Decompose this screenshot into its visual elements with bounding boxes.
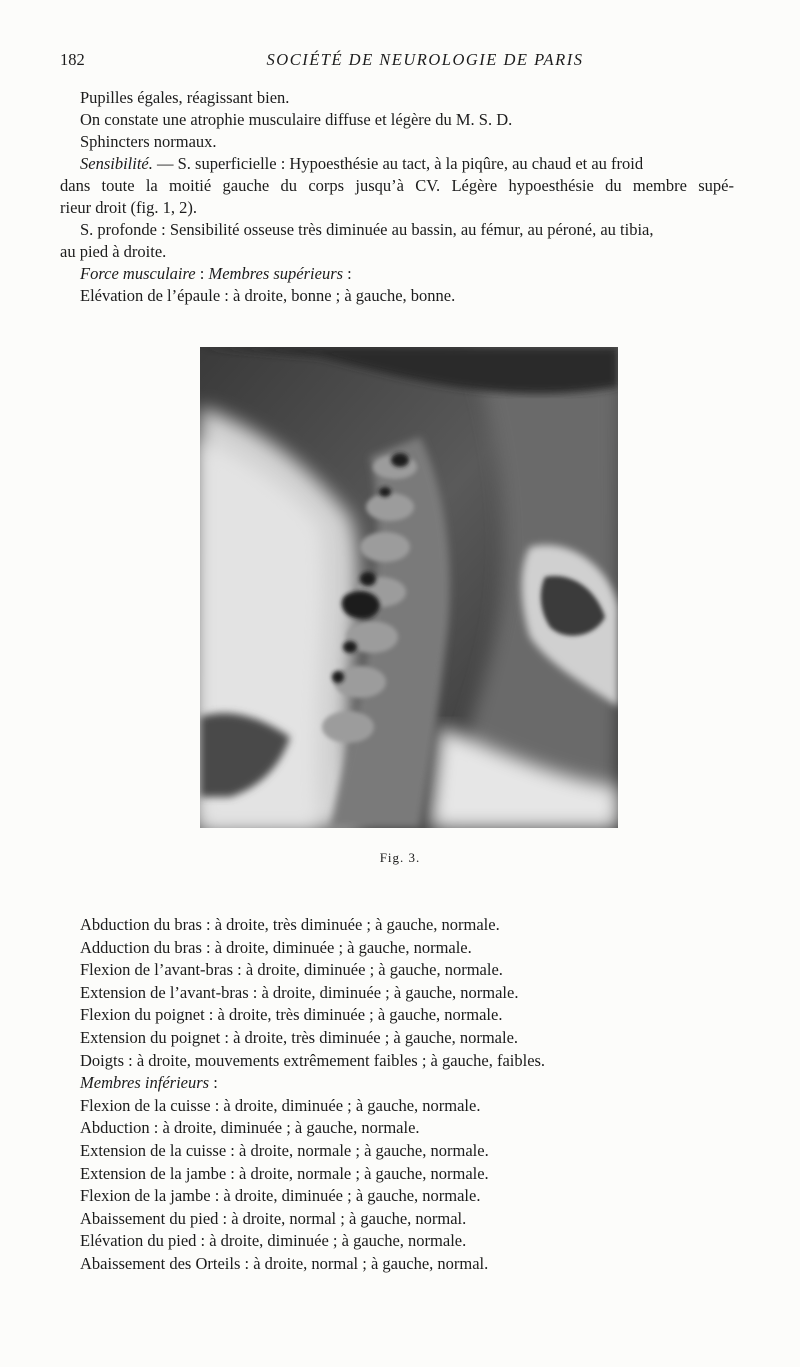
heading-tail: :: [209, 1073, 218, 1093]
text-line: dans toute la moitié gauche du corps jusqu’à CV. Légère hypoesthésie du membre supé-: [60, 176, 734, 195]
sensibilite-text: — S. superficielle : Hypoesthésie au tact, à la piqûre, au chaud et au froid: [152, 154, 644, 173]
text-line: Flexion du poignet : à droite, très diminuée ; à gauche, normale.: [80, 1005, 503, 1025]
text-line: Abduction : à droite, diminuée ; à gauche, normale.: [80, 1118, 420, 1138]
text-line: S. profonde : Sensibilité osseuse très diminuée au bassin, au fémur, au péroné, au tibia,: [80, 220, 654, 239]
text-line: rieur droit (fig. 1, 2).: [60, 198, 198, 217]
force-heading: [80, 263, 734, 285]
figure-caption: Fig. 3.: [379, 850, 421, 865]
bottom-text-block: [80, 914, 545, 1276]
text-line: Flexion de l’avant-bras : à droite, diminuée ; à gauche, normale.: [80, 960, 503, 980]
text-line: On constate une atrophie musculaire diffuse et légère du M. S. D.: [80, 110, 513, 129]
text-line: Extension de l’avant-bras : à droite, diminuée ; à gauche, normale.: [80, 982, 519, 1002]
xray-figure: [200, 347, 618, 828]
text-line: Abduction du bras : à droite, très diminuée ; à gauche, normale.: [80, 915, 500, 934]
membres-superieurs-label: Membres supérieurs: [208, 264, 344, 283]
text-line: Abaissement du pied : à droite, normal ; à gauche, normal.: [80, 1208, 467, 1228]
membres-inferieurs-label: Membres inférieurs: [80, 1073, 210, 1093]
text-line: Flexion de la jambe : à droite, diminuée ; à gauche, normale.: [80, 1186, 481, 1206]
xray-image: [200, 347, 618, 828]
force-tail: :: [343, 264, 352, 283]
text-line: Pupilles égales, réagissant bien.: [80, 88, 290, 107]
page-number: 182: [60, 50, 85, 69]
text-line: Extension de la cuisse : à droite, normale ; à gauche, normale.: [80, 1140, 489, 1160]
sensibilite-label: Sensibilité.: [80, 154, 153, 173]
force-label: Force musculaire: [80, 264, 196, 283]
text-line: au pied à droite.: [60, 242, 167, 261]
top-text-block: [60, 87, 734, 307]
text-line: Elévation du pied : à droite, diminuée ; à gauche, normale.: [80, 1231, 467, 1251]
text-line: Adduction du bras : à droite, diminuée ; à gauche, normale.: [80, 937, 472, 957]
sensibilite-line: [80, 153, 734, 175]
text-line: Sphincters normaux.: [80, 132, 217, 151]
text-line: Extension de la jambe : à droite, normale ; à gauche, normale.: [80, 1163, 489, 1183]
text-line: Doigts : à droite, mouvements extrêmement faibles ; à gauche, faibles.: [80, 1050, 546, 1070]
text-line: Abaissement des Orteils : à droite, normal ; à gauche, normal.: [80, 1253, 489, 1273]
text-line: Elévation de l’épaule : à droite, bonne ; à gauche, bonne.: [80, 286, 456, 305]
running-head: [60, 50, 760, 72]
membres-inferieurs-heading: [80, 1072, 545, 1095]
text-line: Extension du poignet : à droite, très diminuée ; à gauche, normale.: [80, 1027, 519, 1047]
text-line: Flexion de la cuisse : à droite, diminuée ; à gauche, normale.: [80, 1095, 481, 1115]
force-sep: :: [195, 264, 209, 283]
journal-title: SOCIÉTÉ DE NEUROLOGIE DE PARIS: [266, 50, 584, 69]
